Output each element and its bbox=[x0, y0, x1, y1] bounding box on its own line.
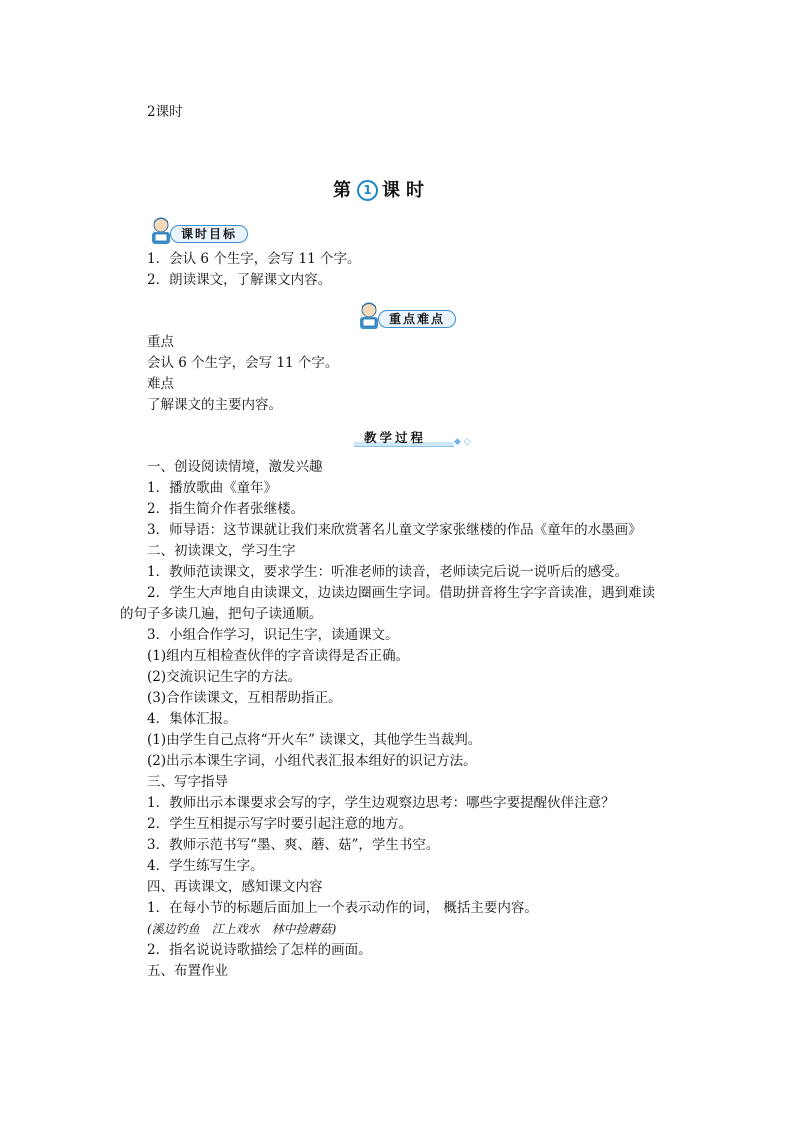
process-line: 4．学生练写生字。 bbox=[147, 858, 264, 874]
key-text: 会认 6 个生字，会写 11 个字。 bbox=[147, 355, 339, 371]
process-line: 二、初读课文，学习生字 bbox=[147, 543, 296, 559]
keypoints-badge bbox=[356, 301, 476, 331]
process-line: 五、布置作业 bbox=[147, 963, 228, 979]
process-line: 1．教师出示本课要求会写的字，学生边观察边思考：哪些字要提醒伙伴注意？ bbox=[147, 795, 615, 811]
process-banner bbox=[354, 427, 472, 449]
difficult-label: 难点 bbox=[147, 376, 174, 392]
process-line: 2．指生简介作者张继楼。 bbox=[147, 501, 305, 517]
difficult-text: 了解课文的主要内容。 bbox=[147, 397, 282, 413]
process-line: 一、创设阅读情境，激发兴趣 bbox=[147, 459, 323, 475]
process-line: 三、写字指导 bbox=[147, 774, 228, 790]
lesson-title-prefix: 第 bbox=[333, 180, 357, 201]
keypoints-badge-label: 重点难点 bbox=[378, 310, 456, 328]
goals-badge bbox=[148, 216, 268, 246]
lesson-number-circle: 1 bbox=[357, 180, 378, 201]
process-line: 四、再读课文，感知课文内容 bbox=[147, 879, 323, 895]
process-line: (溪边钓鱼 江上戏水 林中捡蘑菇) bbox=[147, 922, 337, 936]
process-line: 1．在每小节的标题后面加上一个表示动作的词， 概括主要内容。 bbox=[147, 900, 538, 916]
sparkle-icon: ◆ ◇ bbox=[454, 437, 471, 447]
process-line: (1)组内互相检查伙伴的字音读得是否正确。 bbox=[147, 648, 410, 664]
process-line: 2．学生大声地自由读课文，边读边圈画生字词。借助拼音将生字字音读准，遇到难读 bbox=[147, 585, 656, 601]
process-line: 1．播放歌曲《童年》 bbox=[147, 480, 278, 496]
process-banner-label: 教学过程 bbox=[364, 430, 427, 445]
process-line: (3)合作读课文，互相帮助指正。 bbox=[147, 690, 342, 706]
process-line: 1．教师范读课文，要求学生：听准老师的读音，老师读完后说一说听后的感受。 bbox=[147, 564, 629, 580]
process-line: (2)交流识记生字的方法。 bbox=[147, 669, 302, 685]
lesson-title bbox=[333, 176, 430, 202]
goals-badge-label: 课时目标 bbox=[170, 225, 248, 243]
process-line: 3．师导语：这节课就让我们来欣赏著名儿童文学家张继楼的作品《童年的水墨画》 bbox=[147, 522, 642, 538]
process-line: 2．学生互相提示写字时要引起注意的地方。 bbox=[147, 816, 413, 832]
header-note: 2课时 bbox=[147, 104, 183, 120]
process-line: 2．指名说说诗歌描绘了怎样的画面。 bbox=[147, 942, 372, 958]
process-line: (2)出示本课生字词，小组代表汇报本组好的识记方法。 bbox=[147, 753, 477, 769]
process-line: 的句子多读几遍，把句子读通顺。 bbox=[120, 606, 323, 622]
lesson-title-suffix: 课时 bbox=[382, 180, 430, 201]
process-line: 3．教师示范书写“墨、爽、蘑、菇”，学生书空。 bbox=[147, 837, 440, 853]
process-line: (1)由学生自己点将“开火车” 读课文，其他学生当裁判。 bbox=[147, 732, 482, 748]
process-line: 3．小组合作学习，识记生字，读通课文。 bbox=[147, 627, 399, 643]
key-label: 重点 bbox=[147, 334, 174, 350]
goal-item: 2．朗读课文，了解课文内容。 bbox=[147, 272, 332, 288]
goal-item: 1．会认 6 个生字，会写 11 个字。 bbox=[147, 251, 361, 267]
process-line: 4．集体汇报。 bbox=[147, 711, 237, 727]
